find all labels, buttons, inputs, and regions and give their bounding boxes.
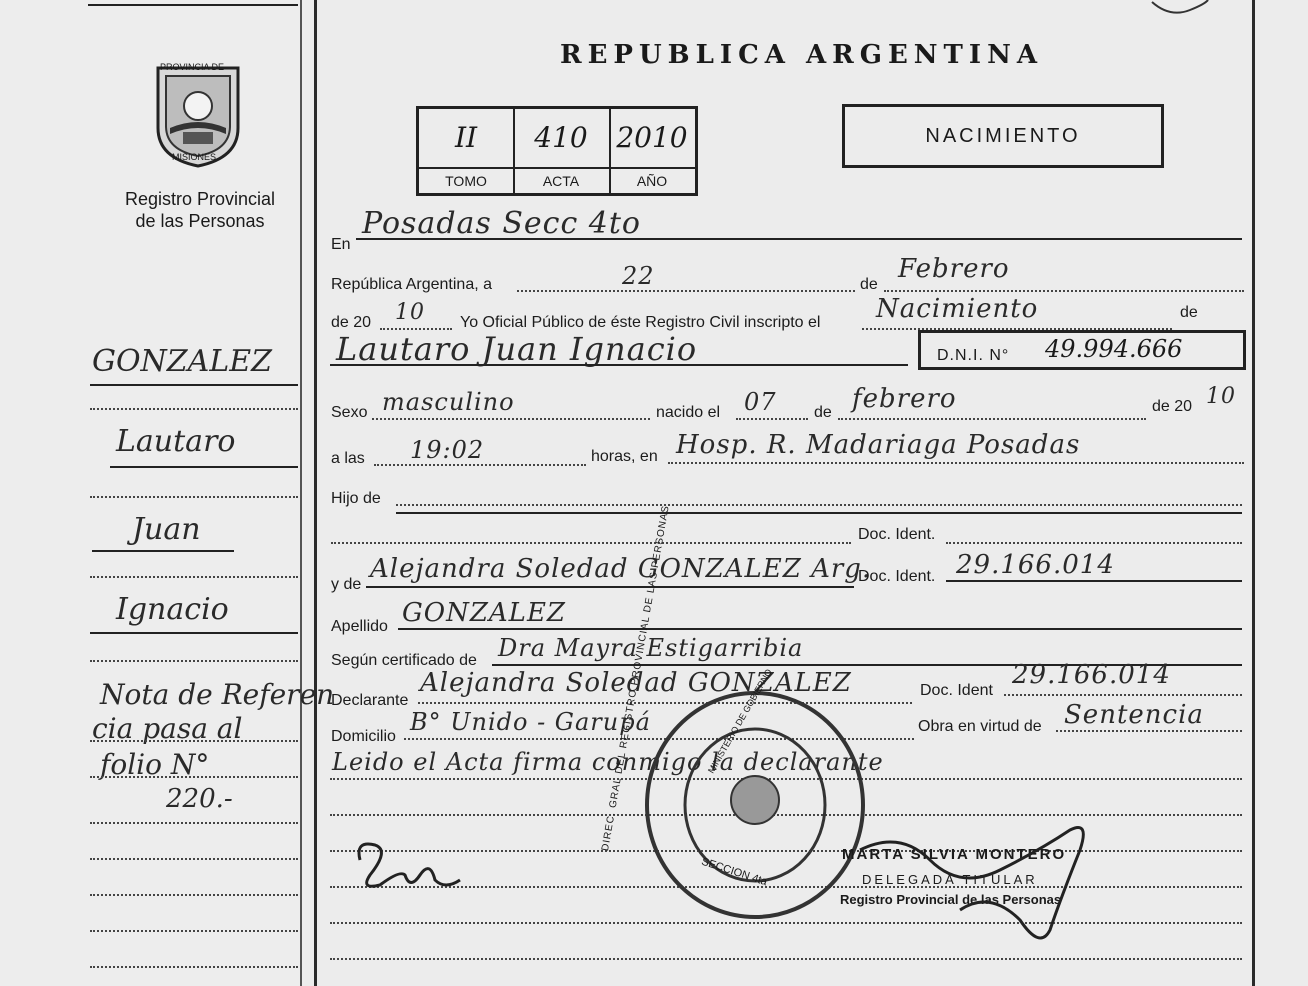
birth-year-value: 10 [1206,384,1236,409]
margin-surname: GONZALEZ [92,344,272,379]
line-doc-ident-1 [946,542,1242,544]
margin-line [90,632,298,634]
margin-note-1: Nota de Referen [100,678,335,711]
margin-line [88,4,298,6]
margin-line [90,930,298,932]
margin-line [90,496,298,498]
label-obra: Obra en virtud de [918,718,1042,735]
line-full-name [330,364,908,366]
line-hijo-de-2 [396,512,1242,514]
stamp-ring-text: DIREC. GRAL DEL REGISTRO PROVINCIAL DE LAS PERSONAS [600,504,672,852]
seal-top-text: PROVINCIA DE [160,62,225,72]
label-doc-ident-1: Doc. Ident. [858,526,936,543]
declarante-doc-value: 29.166.014 [1012,660,1171,690]
stamp-seccion: SECCION 4ta [699,855,769,889]
label-sexo: Sexo [331,404,368,421]
corner-mark-icon [1150,0,1210,18]
blank-line [330,958,1242,960]
margin-line [92,550,234,552]
label-horas-en: horas, en [591,448,658,465]
lugar-value: Hosp. R. Madariaga Posadas [676,430,1081,460]
line-madre [366,586,854,588]
margin-divider [300,0,302,986]
line-hora [374,464,586,466]
line-birth-day [736,418,808,420]
acta-cell [513,109,611,193]
margin-name-1: Lautaro [116,424,236,459]
anio-value: 2010 [616,121,688,154]
record-box [416,106,698,196]
margin-line [90,858,298,860]
madre-value: Alejandra Soledad GONZALEZ Arg. [370,554,872,584]
label-doc-ident-3: Doc. Ident [920,682,993,699]
label-republica: República Argentina, a [331,276,492,293]
seal-bottom-text: MISIONES [172,152,217,162]
birth-month-value: febrero [852,384,957,414]
acta-label: ACTA [542,173,580,189]
margin-note-4: 220.- [166,784,233,814]
record-box-divider [419,167,695,169]
label-nacido-el: nacido el [656,404,721,421]
margin-line [90,894,298,896]
registry-stamp-icon [640,690,870,920]
official-role: DELEGADA TITULAR [862,872,1038,887]
madre-doc-value: 29.166.014 [956,550,1115,580]
tomo-value: II [454,121,478,154]
act-type-box: NACIMIENTO [842,104,1164,168]
margin-line [90,384,298,386]
official-org: Registro Provincial de las Personas [840,892,1062,907]
margin-note-2: cia pasa al [92,712,243,745]
registry-name [100,188,300,232]
line-sexo [372,418,650,420]
label-doc-ident-2: Doc. Ident. [858,568,936,585]
margin-line [90,822,298,824]
margin-line [90,776,298,778]
dni-box [918,330,1246,370]
anio-label: AÑO [636,173,668,189]
label-apellido: Apellido [331,618,388,635]
tomo-cell [419,109,515,193]
line-hijo-de [396,504,1242,506]
sheet-divider [314,0,317,986]
page-title: REPUBLICA ARGENTINA [560,40,1044,70]
acta-value: 410 [534,121,588,154]
margin-line [90,660,298,662]
margin-line [110,466,298,468]
dni-number: 49.994.666 [1045,335,1183,363]
margin-name-2: Juan [132,512,201,547]
label-de-end: de [1180,304,1198,321]
declarant-signature-icon [350,830,470,900]
label-de-20b: de 20 [1152,398,1193,415]
year-value: 10 [395,300,425,325]
margin-name-3: Ignacio [116,592,229,627]
label-en: En [331,236,351,253]
label-de: de [860,276,878,293]
margin-line [90,966,298,968]
label-hijo-de: Hijo de [331,490,381,507]
anio-cell [609,109,695,193]
registry-line-2: de las Personas [135,211,265,231]
day-value: 22 [622,262,655,290]
margin-line [90,408,298,410]
birth-day-value: 07 [744,388,777,416]
apellido-value: GONZALEZ [402,598,566,628]
sexo-value: masculino [382,388,515,416]
stamp-inner-text: MINISTERIO DE GOBIERNO [706,667,774,775]
label-yo-oficial: Yo Oficial Público de éste Registro Civil inscripto el [460,314,821,331]
sheet-right-edge [1252,0,1255,986]
line-padre-doc [331,542,851,544]
label-a-las: a las [331,450,365,467]
label-domicilio: Domicilio [331,728,396,745]
line-obra [1056,730,1242,732]
line-month [884,290,1244,292]
blank-line [330,922,1242,924]
line-apellido [398,628,1242,630]
margin-note-3: folio N° [100,748,210,781]
obra-value: Sentencia [1064,700,1204,730]
place-value: Posadas Secc 4to [362,206,641,241]
label-y-de: y de [331,576,362,593]
inscripto-value: Nacimiento [876,294,1039,324]
certificado-value: Dra Mayra Estigarribia [498,634,804,662]
line-madre-doc [946,580,1242,582]
line-en [356,238,1242,240]
leido-value: Leido el Acta firma conmigo la declarante [332,748,884,776]
tomo-label: TOMO [445,173,487,189]
registry-line-1: Registro Provincial [124,189,276,209]
line-declarante-doc [1004,694,1242,696]
hora-value: 19:02 [410,436,485,464]
line-lugar [668,462,1244,464]
line-birth-month [838,418,1146,420]
official-signature-icon [840,810,1100,950]
label-de2: de [814,404,832,421]
margin-line [90,740,298,742]
full-name-value: Lautaro Juan Ignacio [336,330,698,368]
declarante-value: Alejandra Soledad GONZALEZ [420,668,852,698]
label-declarante: Declarante [331,692,409,709]
domicilio-value: B° Unido - Garupá [410,708,651,736]
month-value: Febrero [898,254,1010,284]
label-segun-certificado: Según certificado de [331,652,477,669]
official-name: MARTA SILVIA MONTERO [842,846,1067,863]
label-de-20: de 20 [331,314,372,331]
line-day [517,290,855,292]
margin-line [90,576,298,578]
dni-label: D.N.I. N° [937,347,1010,364]
